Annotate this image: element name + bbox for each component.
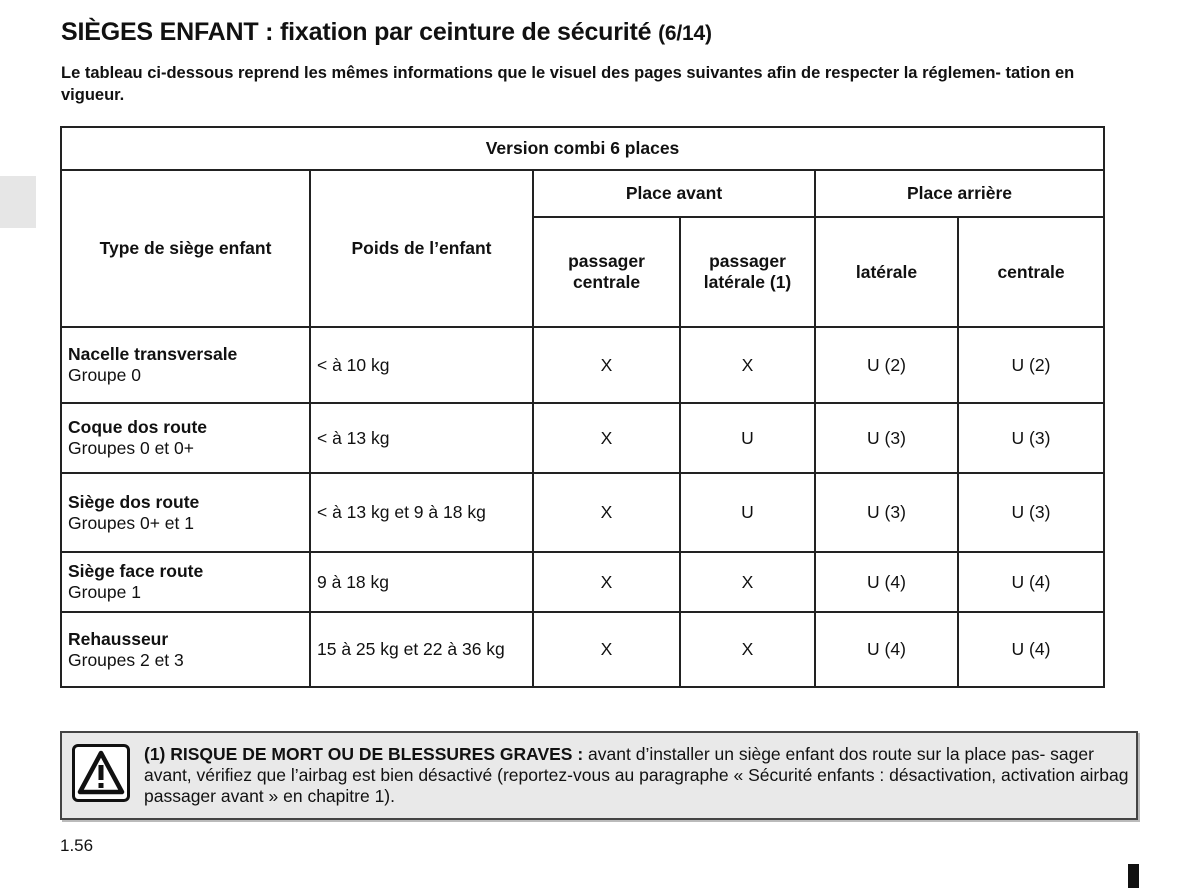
page-number: 1.56 <box>60 836 94 855</box>
front-center-cell: X <box>533 612 680 687</box>
seat-type-group: Groupes 2 et 3 <box>68 649 184 670</box>
table-row <box>61 552 1104 612</box>
weight-cell: 15 à 25 kg et 22 à 36 kg <box>310 612 533 687</box>
weight-cell: < à 10 kg <box>310 327 533 403</box>
header-front-seat: Place avant <box>533 170 815 217</box>
front-side-cell: U <box>680 473 815 552</box>
page-title-text: SIÈGES ENFANT : fixation par ceinture de sécurité <box>61 18 652 46</box>
seat-type-name: Nacelle transversale <box>68 344 238 364</box>
page-title-suffix: (6/14) <box>658 22 712 45</box>
rear-side-cell: U (3) <box>815 473 958 552</box>
rear-side-cell: U (4) <box>815 612 958 687</box>
front-center-cell: X <box>533 473 680 552</box>
seat-type-name: Coque dos route <box>68 417 208 437</box>
front-side-cell: X <box>680 552 815 612</box>
seat-type-cell <box>61 473 310 552</box>
seat-type-name: Rehausseur <box>68 628 169 649</box>
child-seat-table <box>60 126 1105 688</box>
page-title <box>61 18 712 47</box>
table-row <box>61 403 1104 473</box>
warning-triangle-icon <box>72 744 130 802</box>
chapter-side-tab <box>0 176 36 228</box>
front-side-cell: X <box>680 327 815 403</box>
front-center-cell: X <box>533 552 680 612</box>
weight-cell: < à 13 kg et 9 à 18 kg <box>310 473 533 552</box>
header-seat-type: Type de siège enfant <box>61 170 310 327</box>
page-corner-mark <box>1128 864 1139 888</box>
rear-center-cell: U (4) <box>958 612 1104 687</box>
header-child-weight: Poids de l’enfant <box>310 170 533 327</box>
seat-type-group: Groupes 0+ et 1 <box>68 512 194 533</box>
rear-center-cell: U (3) <box>958 403 1104 473</box>
rear-side-cell: U (4) <box>815 552 958 612</box>
front-center-cell: X <box>533 327 680 403</box>
rear-center-cell: U (4) <box>958 552 1104 612</box>
rear-center-cell: U (3) <box>958 473 1104 552</box>
seat-type-group: Groupes 0 et 0+ <box>68 438 194 458</box>
rear-side-cell: U (3) <box>815 403 958 473</box>
front-side-cell: X <box>680 612 815 687</box>
intro-paragraph: Le tableau ci-dessous reprend les mêmes informations que le visuel des pages suivantes afin de respecter la réglemen- tation en vigueur. <box>61 64 1075 104</box>
table-caption: Version combi 6 places <box>61 127 1104 170</box>
rear-side-cell: U (2) <box>815 327 958 403</box>
table-row <box>61 327 1104 403</box>
warning-title: (1) RISQUE DE MORT OU DE BLESSURES GRAVES : <box>144 744 584 764</box>
header-rear-center: centrale <box>958 217 1104 327</box>
weight-cell: < à 13 kg <box>310 403 533 473</box>
seat-type-name: Siège dos route <box>68 491 200 512</box>
seat-type-cell <box>61 612 310 687</box>
warning-body: avant d’installer un siège enfant dos route sur la place pas- sager avant, vérifiez que l’airbag est bien désactivé (reportez-vous au paragraphe « Sécurité enfants : désactivation, activation airbag passager avant » en chapitre 1). <box>144 744 1129 806</box>
seat-type-name: Siège face route <box>68 561 204 581</box>
seat-type-cell <box>61 552 310 612</box>
front-center-cell: X <box>533 403 680 473</box>
front-side-cell: U <box>680 403 815 473</box>
header-rear-seat: Place arrière <box>815 170 1104 217</box>
warning-box <box>60 731 1138 820</box>
warning-text <box>144 744 1129 807</box>
seat-type-cell <box>61 327 310 403</box>
header-rear-side: latérale <box>815 217 958 327</box>
header-front-center: passager centrale <box>533 217 680 327</box>
table-row <box>61 473 1104 552</box>
rear-center-cell: U (2) <box>958 327 1104 403</box>
weight-cell: 9 à 18 kg <box>310 552 533 612</box>
seat-type-cell <box>61 403 310 473</box>
seat-type-group: Groupe 0 <box>68 365 141 385</box>
header-front-side: passager latérale (1) <box>680 217 815 327</box>
seat-type-group: Groupe 1 <box>68 582 141 602</box>
table-row <box>61 612 1104 687</box>
